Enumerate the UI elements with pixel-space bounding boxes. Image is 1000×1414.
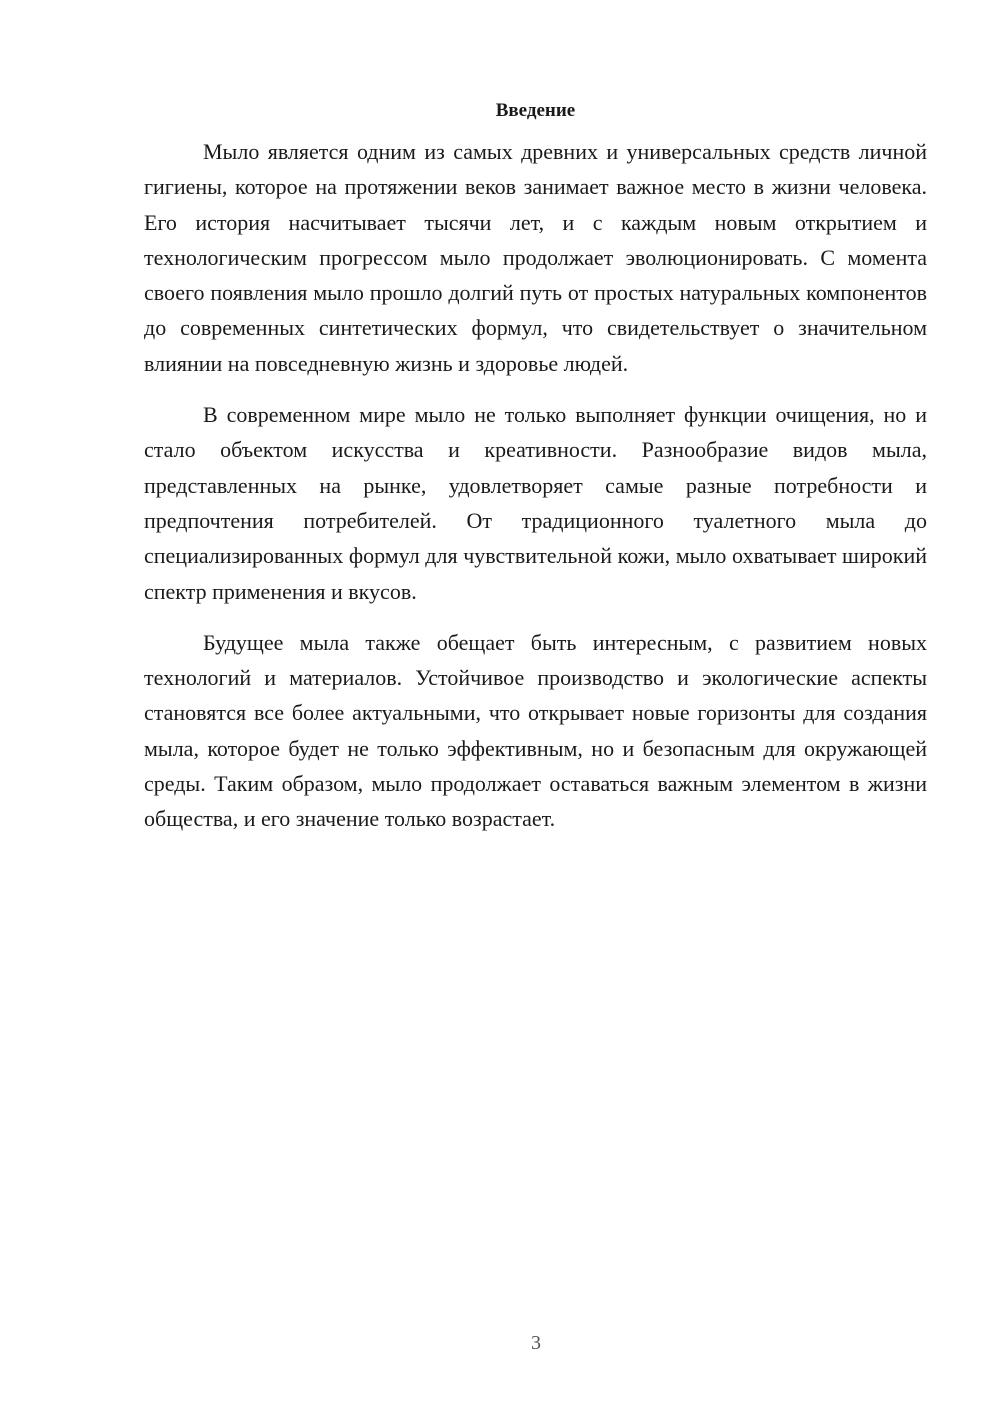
page-number: 3 [531,1332,541,1354]
paragraph-1: Мыло является одним из самых древних и универсальных средств личной гигиены, которое на протяжении веков занимает важное место в жизни человека. Его история насчитывает тысячи лет, и с каждым новым открытием и технологическим прогрессом мыло продолжает эволюционировать. С момента своего появления мыло прошло долгий путь от простых натуральных компонентов до современных синтетических формул, что свидетельствует о значительном влиянии на повседневную жизнь и здоровье людей. [144,139,927,376]
paragraph-2: В современном мире мыло не только выполняет функции очищения, но и стало объектом искусства и креативности. Разнообразие видов мыла, представленных на рынке, удовлетворяет самые разные потребности и предпочтения потребителей. От традиционного туалетного мыла до специализированных формул для чувствительной кожи, мыло охватывает широкий спектр применения и вкусов. [144,402,927,604]
page-content [144,96,927,853]
section-heading: Введение [495,100,576,121]
paragraph-3: Будущее мыла также обещает быть интересным, с развитием новых технологий и материалов. Устойчивое производство и экологические аспекты становятся все более актуальными, что открывает новые горизонты для создания мыла, которое будет не только эффективным, но и безопасным для окружающей среды. Таким образом, мыло продолжает оставаться важным элементом в жизни общества, и его значение только возрастает. [144,629,927,832]
